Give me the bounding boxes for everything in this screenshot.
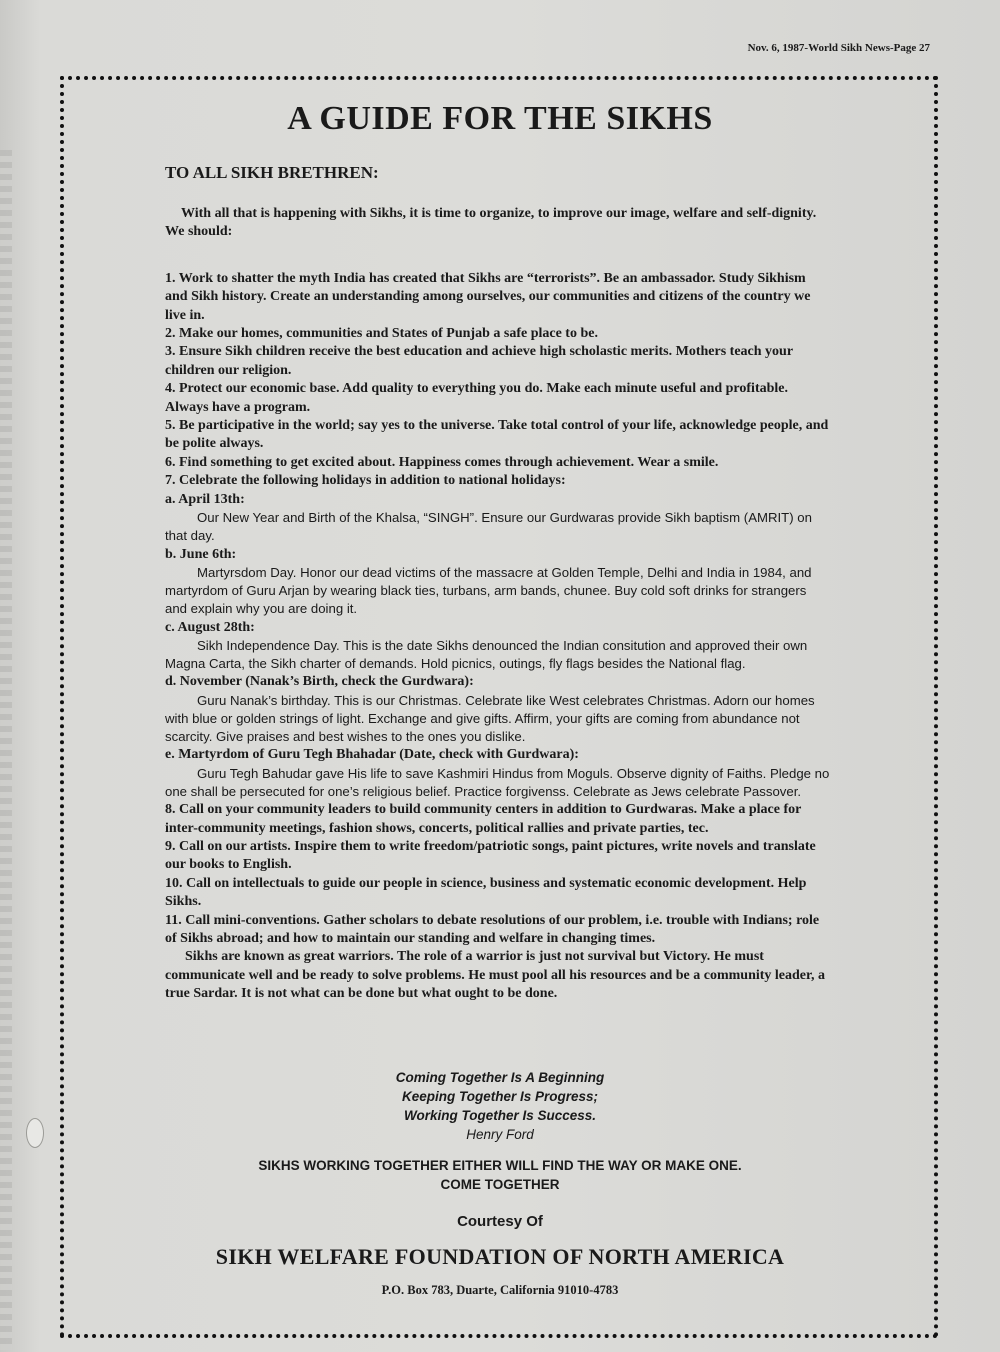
list-item: 3. Ensure Sikh children receive the best education and achieve high scholastic merits. Mothers teach your children our religion. — [165, 344, 793, 378]
list-item: 6. Find something to get excited about. Happiness comes through achievement. Wear a smile. — [165, 454, 719, 470]
holiday-heading: e. Martyrdom of Guru Tegh Bhahadar (Date, check with Gurdwara): — [165, 747, 579, 763]
holiday-heading: a. April 13th: — [165, 491, 245, 507]
come-together-slogan — [0, 1156, 1000, 1194]
holiday-heading: c. August 28th: — [165, 619, 255, 635]
article-body — [165, 205, 830, 1004]
holiday-text: Guru Nanak’s birthday. This is our Christmas. Celebrate like West celebrates Christmas. Adorn our homes with blue or golden strings of light. Exchange and give gifts. Affirm, your gifts are coming from abundance not scarcity. Give praises and best wishes to the ones you dislike. — [165, 692, 815, 745]
holiday-text: Guru Tegh Bahudar gave His life to save Kashmiri Hindus from Moguls. Observe dignity of Faiths. Pledge no one shall be persecuted for one’s religious belief. Practice forgivenss. Celebrate as Jews celebrate Passover. — [165, 765, 830, 799]
list-item: 5. Be participative in the world; say yes to the universe. Take total control of your life, acknowledge people, and be polite always. — [165, 418, 829, 452]
list-item: 7. Celebrate the following holidays in addition to national holidays: — [165, 473, 566, 489]
slogan-line: SIKHS WORKING TOGETHER EITHER WILL FIND THE WAY OR MAKE ONE. — [258, 1158, 742, 1173]
list-item: 8. Call on your community leaders to build community centers in addition to Gurdwaras. Make a place for inter-community meetings, fashion shows, concerts, political rallies and private parties, tec. — [165, 802, 802, 836]
quote-author: Henry Ford — [466, 1127, 534, 1142]
henry-ford-quote — [0, 1068, 1000, 1144]
list-item: 10. Call on intellectuals to guide our people in science, business and systematic economic development. Help Sikhs. — [165, 875, 807, 910]
quote-line: Working Together Is Success. — [403, 1108, 597, 1123]
page-header: Nov. 6, 1987-World Sikh News-Page 27 — [747, 42, 930, 54]
holiday-heading: d. November (Nanak’s Birth, check the Gurdwara): — [165, 674, 474, 690]
closing-paragraph: Sikhs are known as great warriors. The role of a warrior is just not survival but Victory. He must communicate well and be ready to solve problems. He must pool all his resources and be a community leader, a true Sardar. It is not what can be done but what ought to be done. — [165, 949, 825, 1002]
holiday-text: Martyrsdom Day. Honor our dead victims of the massacre at Golden Temple, Delhi and India in 1984, and martyrdom of Guru Arjan by wearing black ties, turbans, arm bands, chunee. Buy cold soft drinks for strangers and explain why you are doing it. — [165, 564, 812, 617]
list-item: 2. Make our homes, communities and States of Punjab a safe place to be. — [165, 326, 598, 342]
slogan-line: COME TOGETHER — [440, 1177, 560, 1192]
list-item: 11. Call mini-conventions. Gather scholars to debate resolutions of our problem, i.e. trouble with Indians; role of Sikhs abroad; and how to maintain our standing and welfare in changing times. — [165, 912, 820, 946]
quote-line: Keeping Together Is Progress; — [401, 1089, 599, 1104]
holiday-text: Our New Year and Birth of the Khalsa, “SINGH”. Ensure our Gurdwaras provide Sikh baptism (AMRIT) on that day. — [165, 510, 812, 544]
page-title: A GUIDE FOR THE SIKHS — [287, 100, 713, 137]
salutation: TO ALL SIKH BRETHREN: — [165, 163, 379, 182]
intro-paragraph: With all that is happening with Sikhs, it is time to organize, to improve our image, welfare and self-dignity. We should: — [165, 206, 817, 240]
list-item: 9. Call on our artists. Inspire them to write freedom/patriotic songs, paint pictures, write novels and translate our books to English. — [165, 838, 816, 873]
holiday-text: Sikh Independence Day. This is the date Sikhs denounced the Indian consitution and approved their own Magna Carta, the Sikh charter of demands. Hold picnics, outings, fly flags besides the National flag. — [165, 637, 808, 672]
holiday-heading: b. June 6th: — [165, 546, 237, 562]
organization-name: SIKH WELFARE FOUNDATION OF NORTH AMERICA — [215, 1244, 785, 1269]
quote-line: Coming Together Is A Beginning — [395, 1070, 605, 1085]
list-item: 4. Protect our economic base. Add quality to everything you do. Make each minute useful and profitable. Always have a program. — [165, 381, 788, 415]
organization-address: P.O. Box 783, Duarte, California 91010-4783 — [381, 1283, 619, 1297]
courtesy-label: Courtesy Of — [457, 1213, 543, 1230]
list-item: 1. Work to shatter the myth India has created that Sikhs are “terrorists”. Be an ambassador. Study Sikhism and Sikh history. Create an understanding among ourselves, our communities and citizens of the country we live in. — [165, 270, 811, 323]
